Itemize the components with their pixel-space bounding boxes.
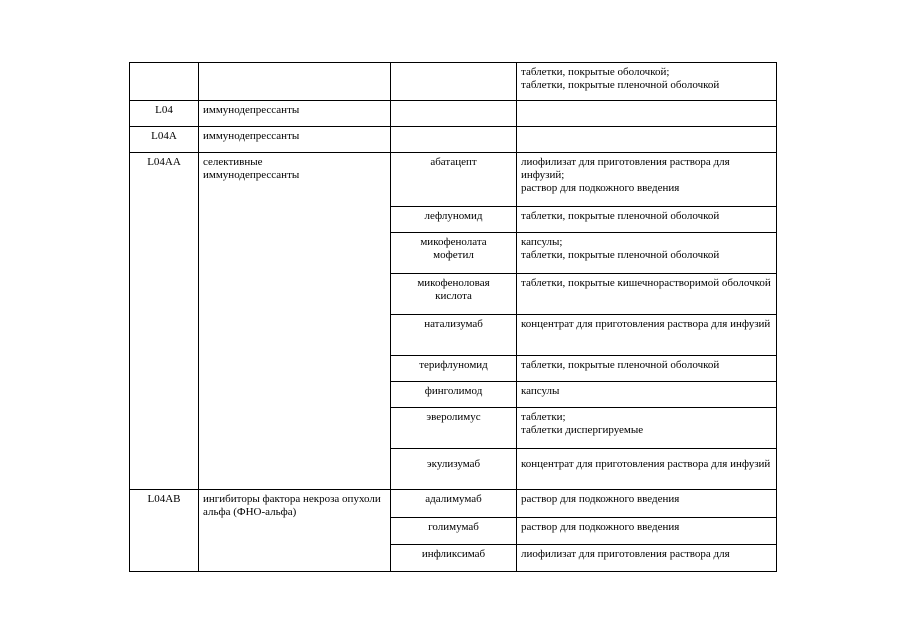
drug-name-cell: микофеноловая кислота bbox=[391, 274, 517, 315]
dosage-form-cell: лиофилизат для приготовления раствора для bbox=[517, 545, 777, 572]
drug-name-cell: натализумаб bbox=[391, 315, 517, 356]
dosage-form-cell: таблетки, покрытые пленочной оболочкой bbox=[517, 356, 777, 382]
drug-name-cell: абатацепт bbox=[391, 153, 517, 207]
dosage-form-cell: таблетки; таблетки диспергируемые bbox=[517, 408, 777, 449]
anatomical-group-cell: селективные иммунодепрессанты bbox=[199, 153, 391, 490]
dosage-form-cell bbox=[517, 127, 777, 153]
dosage-form-cell: лиофилизат для приготовления раствора для инфузий; раствор для подкожного введения bbox=[517, 153, 777, 207]
dosage-form-cell: капсулы; таблетки, покрытые пленочной оболочкой bbox=[517, 233, 777, 274]
atc-code-cell: L04AB bbox=[130, 490, 199, 572]
atc-code-cell: L04 bbox=[130, 101, 199, 127]
dosage-form-cell: капсулы bbox=[517, 382, 777, 408]
atc-code-cell bbox=[130, 63, 199, 101]
atc-code-cell: L04AA bbox=[130, 153, 199, 490]
drug-classification-table bbox=[129, 62, 777, 572]
table-row bbox=[130, 63, 777, 101]
table-row bbox=[130, 101, 777, 127]
drug-name-cell bbox=[391, 63, 517, 101]
anatomical-group-cell bbox=[199, 63, 391, 101]
drug-name-cell: терифлуномид bbox=[391, 356, 517, 382]
drug-name-cell bbox=[391, 101, 517, 127]
table-row bbox=[130, 490, 777, 518]
table-row bbox=[130, 127, 777, 153]
drug-name-cell: эверолимус bbox=[391, 408, 517, 449]
anatomical-group-cell: иммунодепрессанты bbox=[199, 101, 391, 127]
dosage-form-cell: таблетки, покрытые кишечнорастворимой оболочкой bbox=[517, 274, 777, 315]
drug-name-cell: адалимумаб bbox=[391, 490, 517, 518]
drug-name-cell: финголимод bbox=[391, 382, 517, 408]
dosage-form-cell: таблетки, покрытые пленочной оболочкой bbox=[517, 207, 777, 233]
drug-name-cell bbox=[391, 127, 517, 153]
drug-name-cell: инфликсимаб bbox=[391, 545, 517, 572]
drug-name-cell: голимумаб bbox=[391, 518, 517, 545]
dosage-form-cell: раствор для подкожного введения bbox=[517, 518, 777, 545]
dosage-form-cell: концентрат для приготовления раствора для инфузий bbox=[517, 449, 777, 490]
anatomical-group-cell: ингибиторы фактора некроза опухоли альфа (ФНО-альфа) bbox=[199, 490, 391, 572]
anatomical-group-cell: иммунодепрессанты bbox=[199, 127, 391, 153]
drug-name-cell: экулизумаб bbox=[391, 449, 517, 490]
atc-code-cell: L04A bbox=[130, 127, 199, 153]
dosage-form-cell: концентрат для приготовления раствора для инфузий bbox=[517, 315, 777, 356]
table-row bbox=[130, 153, 777, 207]
dosage-form-cell bbox=[517, 101, 777, 127]
drug-name-cell: лефлуномид bbox=[391, 207, 517, 233]
dosage-form-cell: раствор для подкожного введения bbox=[517, 490, 777, 518]
dosage-form-cell: таблетки, покрытые оболочкой; таблетки, покрытые пленочной оболочкой bbox=[517, 63, 777, 101]
drug-name-cell: микофенолата мофетил bbox=[391, 233, 517, 274]
